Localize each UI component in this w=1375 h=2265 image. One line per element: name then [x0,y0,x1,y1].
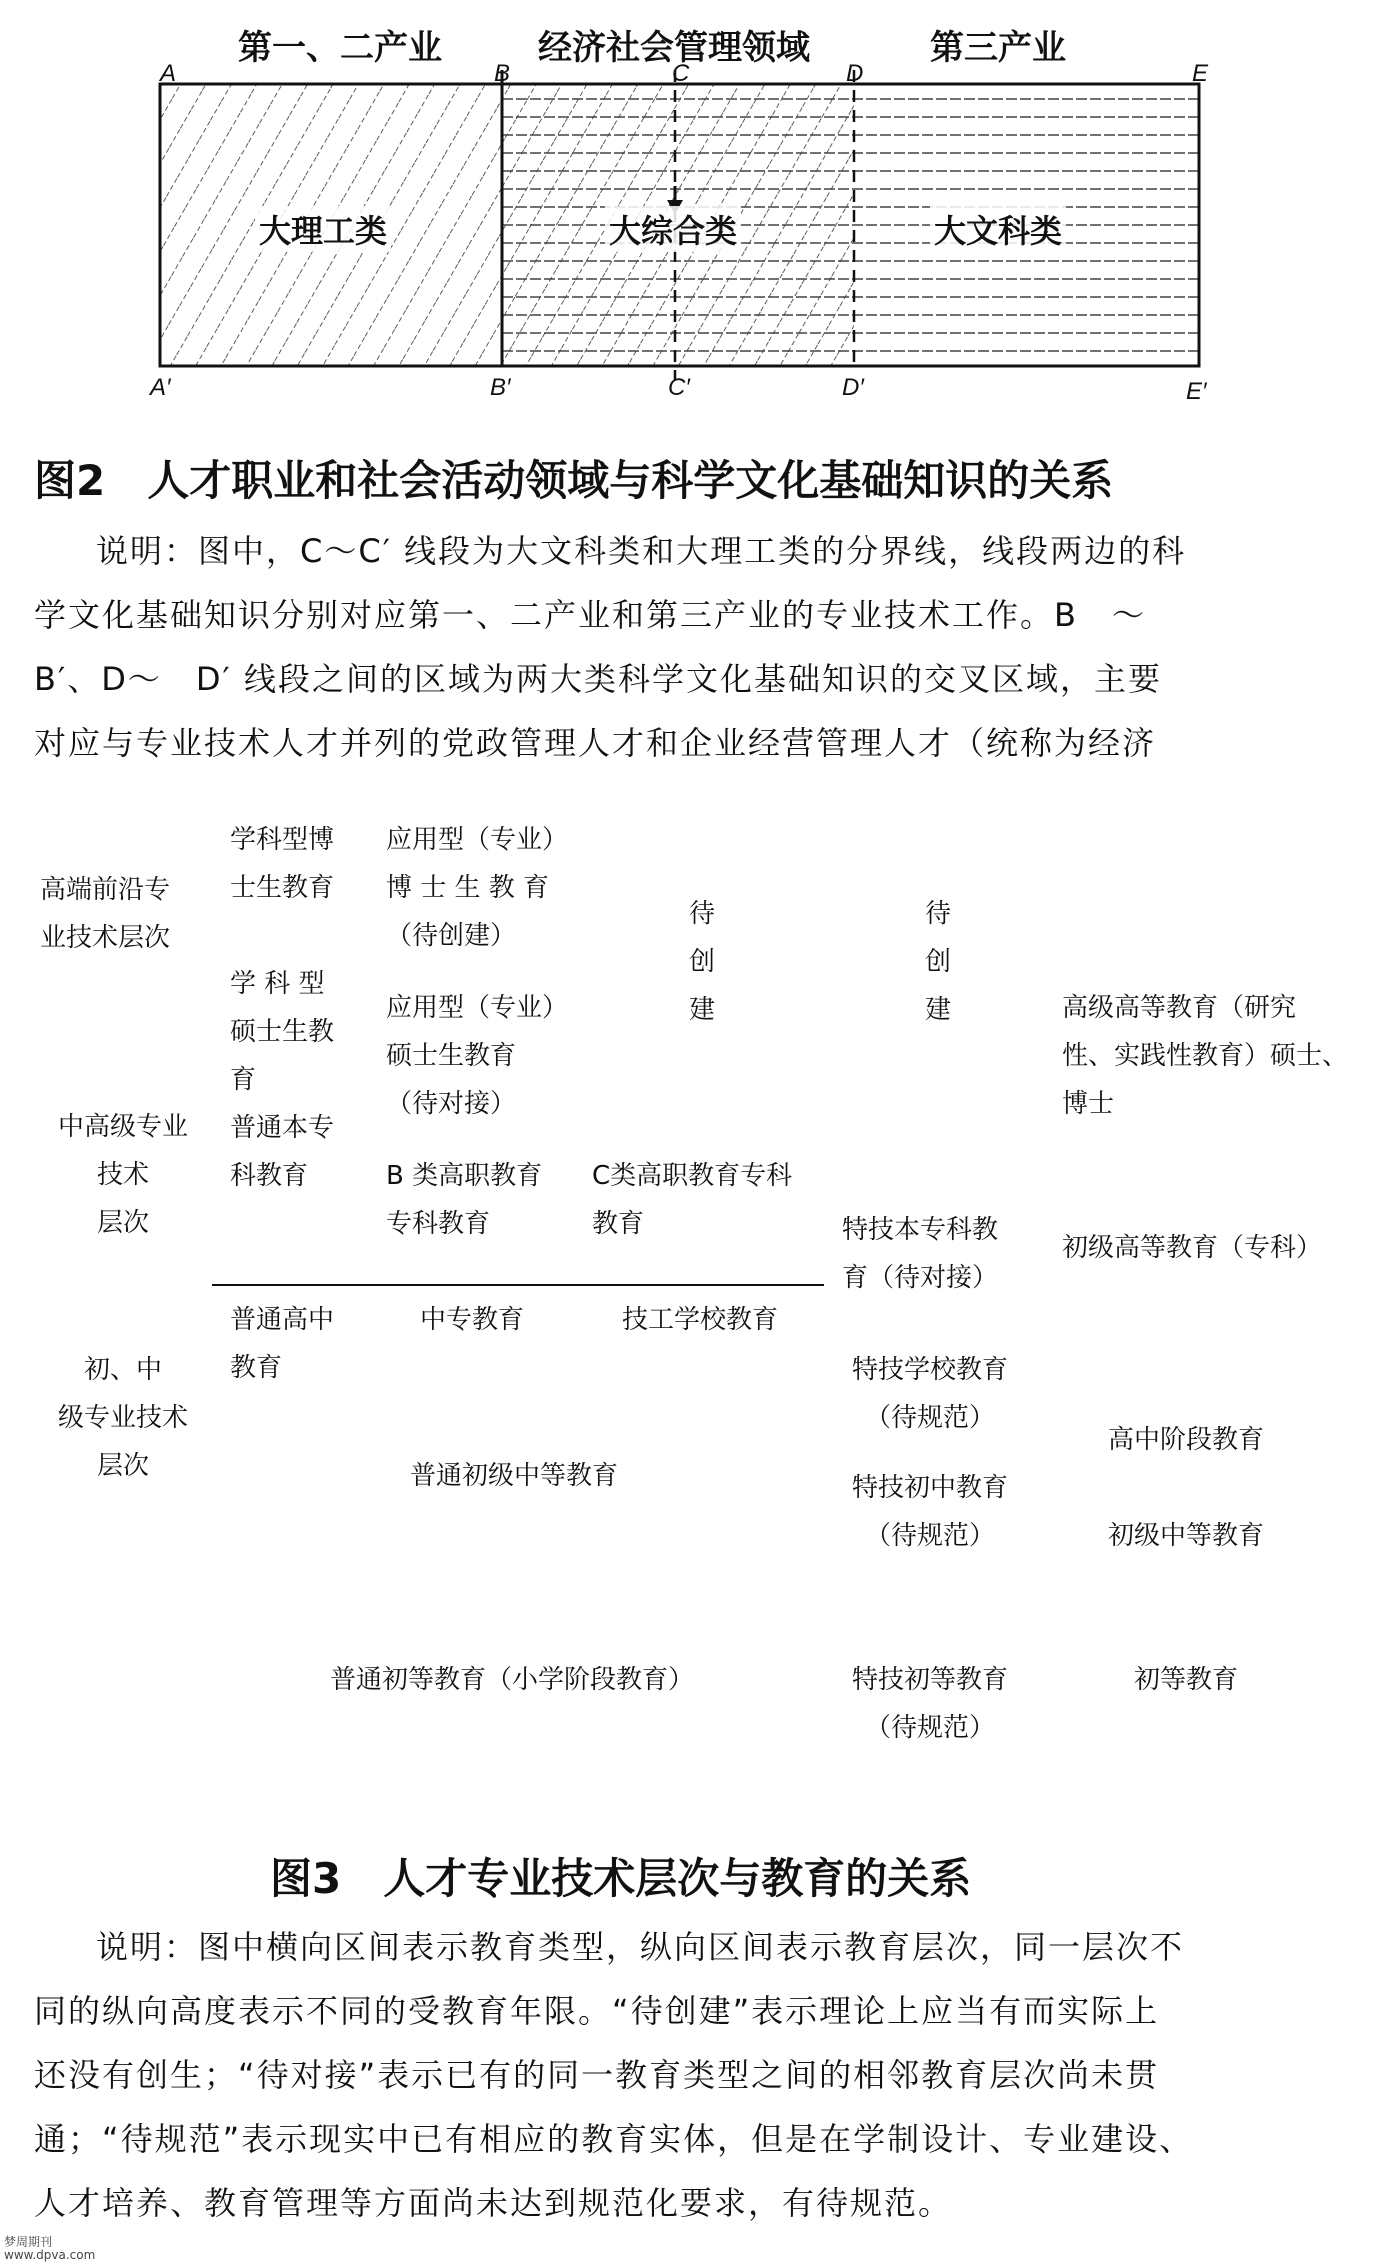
col4-special-school: 特技学校教育 （待规范） [852,1355,1009,1433]
region-label-mid: 大综合类 [605,206,741,252]
col5-junior-secondary: 初级中等教育 [1108,1521,1265,1551]
col4-to-be-created: 待 创 建 [924,899,951,1025]
col4-special-undergrad: 特技本专科教 育（待对接） [842,1215,999,1293]
level-mid: 中高级专业 技术 层次 [57,1112,188,1238]
col4-special-junior: 特技初中教育 （待规范） [852,1473,1009,1551]
point-e: E [1192,60,1209,87]
col2-secondary-specialized: 中专教育 [420,1305,525,1335]
fig2-header-right: 第三产业 [930,28,1066,68]
col4-special-primary: 特技初等教育 （待规范） [852,1665,1009,1743]
col1-undergrad: 普通本专 科教育 [230,1113,335,1191]
col1-doctoral-academic: 学科型博 士生教育 [230,825,335,903]
point-e-prime: E′ [1186,378,1207,405]
point-c: C [672,60,690,87]
level-high: 高端前沿专 业技术层次 [40,875,171,953]
span-general-junior-secondary: 普通初级中等教育 [410,1461,619,1491]
col2-vocational-b: B 类高职教育 专科教育 [386,1161,543,1239]
col5-advanced-higher: 高级高等教育（研究 性、实践性教育）硕士、 博士 [1062,993,1349,1119]
fig3-caption-line-5: 人才培养、教育管理等方面尚未达到规范化要求，有待规范。 [34,2184,953,2222]
fig2-header-mid: 经济社会管理领域 [538,28,810,68]
region-label-left: 大理工类 [255,206,391,252]
col5-junior-higher: 初级高等教育（专科） [1062,1233,1323,1263]
fig2-caption-line-1: 说明：图中，C～C′ 线段为大文科类和大理工类的分界线，线段两边的科 [96,532,1187,570]
point-c-prime: C′ [668,374,690,401]
fig2-header-left: 第一、二产业 [238,28,442,68]
fig3-caption-line-1: 说明：图中横向区间表示教育类型，纵向区间表示教育层次，同一层次不 [96,1928,1185,1966]
fig3-caption-line-4: 通；“待规范”表示现实中已有相应的教育实体，但是在学制设计、专业建设、 [34,2120,1194,2158]
span-general-primary: 普通初等教育（小学阶段教育） [330,1665,695,1695]
watermark: 梦周期刊 www.dpva.com [4,2235,96,2262]
col2-master-applied: 应用型（专业） 硕士生教育 （待对接） [386,993,569,1119]
point-b-prime: B′ [490,374,511,401]
col5-primary: 初等教育 [1134,1665,1239,1695]
col1-senior-high: 普通高中 教育 [230,1305,335,1383]
col3-to-be-created: 待 创 建 [688,899,715,1025]
region-label-right: 大文科类 [930,206,1066,252]
point-a-prime: A′ [150,374,171,401]
fig3-caption-line-3: 还没有创生；“待对接”表示已有的同一教育类型之间的相邻教育层次尚未贯 [34,2056,1160,2094]
col1-master-academic: 学 科 型 硕士生教 育 [230,969,335,1095]
fig3-title: 图3 人才专业技术层次与教育的关系 [270,1854,972,1903]
point-b: B [494,60,511,87]
fig2-caption-line-3: B′、D～ D′ 线段之间的区域为两大类科学文化基础知识的交叉区域，主要 [34,660,1162,698]
point-d: D [846,60,864,87]
level-low: 初、中 级专业技术 层次 [57,1355,188,1481]
point-d-prime: D′ [842,374,864,401]
level-divider-line [212,1284,824,1286]
col2-doctoral-applied: 应用型（专业） 博 士 生 教 育 （待创建） [386,825,569,951]
point-a: A [160,60,177,87]
col3-technical-school: 技工学校教育 [622,1305,779,1335]
fig2-caption-line-2: 学文化基础知识分别对应第一、二产业和第三产业的专业技术工作。B ～ [34,596,1146,634]
col5-senior-high: 高中阶段教育 [1108,1425,1265,1455]
fig2-title: 图2 人才职业和社会活动领域与科学文化基础知识的关系 [34,456,1114,505]
col3-vocational-c: C类高职教育专科 教育 [592,1161,793,1239]
fig2-caption-line-4: 对应与专业技术人才并列的党政管理人才和企业经营管理人才（统称为经济 [34,724,1157,762]
fig3-caption-line-2: 同的纵向高度表示不同的受教育年限。“待创建”表示理论上应当有而实际上 [34,1992,1160,2030]
